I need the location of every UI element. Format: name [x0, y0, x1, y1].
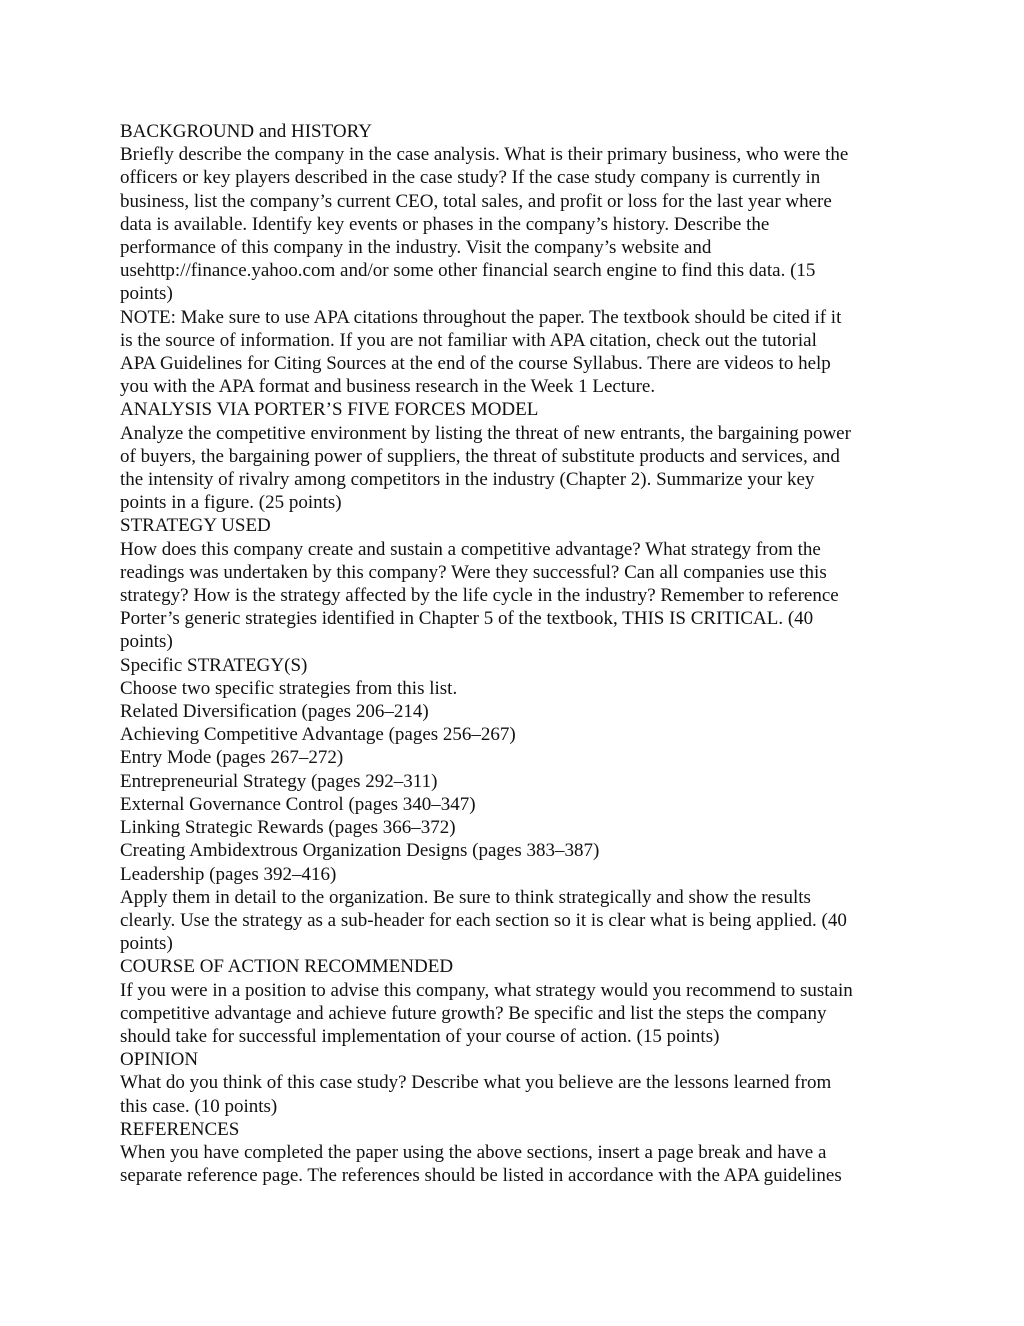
document-body [120, 120, 910, 1187]
text-line: should take for successful implementation of your course of action. (15 points) [120, 1025, 720, 1047]
section-heading-specific-strategy: Specific STRATEGY(S) [120, 654, 308, 676]
text-line: If you were in a position to advise this company, what strategy would you recommend to sustain [120, 979, 853, 1001]
text-line: Analyze the competitive environment by listing the threat of new entrants, the bargaining power [120, 422, 851, 444]
text-line: How does this company create and sustain a competitive advantage? What strategy from the [120, 538, 821, 560]
section-heading-references: REFERENCES [120, 1118, 240, 1140]
text-line: of buyers, the bargaining power of suppliers, the threat of substitute products and services, and [120, 445, 840, 467]
note-line: is the source of information. If you are not familiar with APA citation, check out the tutorial [120, 329, 817, 351]
strategy-list-item: Achieving Competitive Advantage (pages 256–267) [120, 724, 516, 746]
text-line: competitive advantage and achieve future growth? Be specific and list the steps the company [120, 1002, 827, 1024]
note-line: you with the APA format and business research in the Week 1 Lecture. [120, 376, 656, 398]
text-line: this case. (10 points) [120, 1095, 278, 1117]
section-heading-porter: ANALYSIS VIA PORTER’S FIVE FORCES MODEL [120, 399, 539, 421]
text-line: data is available. Identify key events or phases in the company’s history. Describe the [120, 213, 770, 235]
text-line: Apply them in detail to the organization. Be sure to think strategically and show the results [120, 886, 811, 908]
section-heading-opinion: OPINION [120, 1049, 199, 1071]
strategy-list-item: Creating Ambidextrous Organization Designs (pages 383–387) [120, 840, 600, 862]
text-line: Porter’s generic strategies identified in Chapter 5 of the textbook, THIS IS CRITICAL. (40 [120, 608, 814, 630]
strategy-list-item: External Governance Control (pages 340–347) [120, 793, 476, 815]
text-line: When you have completed the paper using the above sections, insert a page break and have a [120, 1141, 827, 1163]
text-line: the intensity of rivalry among competitors in the industry (Chapter 2). Summarize your key [120, 469, 815, 491]
strategy-list-item: Leadership (pages 392–416) [120, 863, 337, 885]
text-line: performance of this company in the industry. Visit the company’s website and [120, 237, 712, 259]
note-line: NOTE: Make sure to use APA citations throughout the paper. The textbook should be cited if it [120, 306, 842, 328]
text-line: Briefly describe the company in the case analysis. What is their primary business, who were the [120, 144, 849, 166]
section-heading-background: BACKGROUND and HISTORY [120, 121, 372, 142]
text-line: points) [120, 283, 173, 305]
text-line: separate reference page. The references should be listed in accordance with the APA guidelines [120, 1165, 842, 1187]
section-heading-course-of-action: COURSE OF ACTION RECOMMENDED [120, 956, 454, 978]
text-line: points) [120, 933, 173, 955]
text-line: points in a figure. (25 points) [120, 492, 342, 514]
strategy-list-item: Linking Strategic Rewards (pages 366–372) [120, 817, 456, 839]
text-line: officers or key players described in the case study? If the case study company is currently in [120, 167, 821, 189]
strategy-list-item: Entrepreneurial Strategy (pages 292–311) [120, 770, 438, 792]
note-line: APA Guidelines for Citing Sources at the end of the course Syllabus. There are videos to help [120, 353, 831, 375]
text-line: readings was undertaken by this company? Were they successful? Can all companies use this [120, 561, 827, 583]
strategy-list-item: Entry Mode (pages 267–272) [120, 747, 344, 769]
text-line: usehttp://finance.yahoo.com and/or some other financial search engine to find this data. (15 [120, 260, 816, 282]
text-line: What do you think of this case study? Describe what you believe are the lessons learned from [120, 1072, 832, 1094]
text-line: Choose two specific strategies from this list. [120, 677, 458, 699]
text-line: business, list the company’s current CEO, total sales, and profit or loss for the last year where [120, 190, 832, 212]
text-line: strategy? How is the strategy affected by the life cycle in the industry? Remember to reference [120, 585, 839, 607]
text-line: points) [120, 631, 173, 653]
text-line: clearly. Use the strategy as a sub-header for each section so it is clear what is being applied. (40 [120, 909, 847, 931]
strategy-list-item: Related Diversification (pages 206–214) [120, 701, 429, 723]
section-heading-strategy-used: STRATEGY USED [120, 515, 271, 537]
